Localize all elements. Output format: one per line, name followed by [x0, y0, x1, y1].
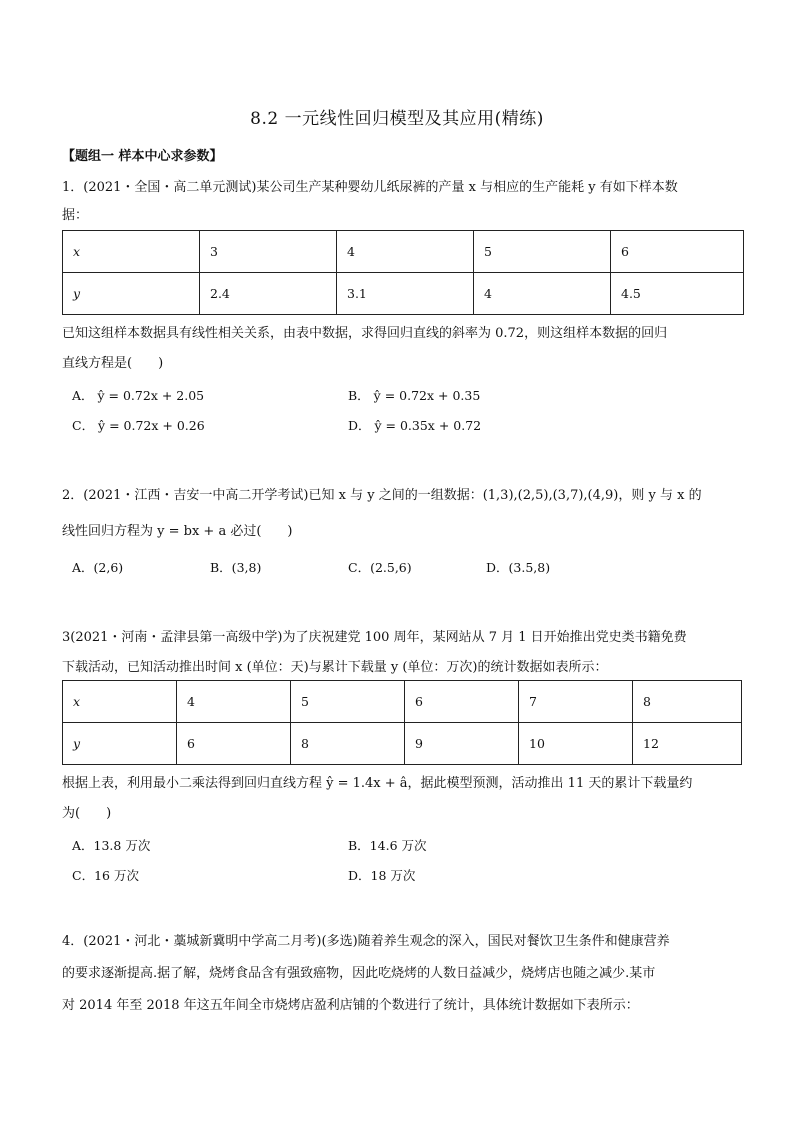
q4-stem-line-3: 对 2014 年至 2018 年这五年间全市烧烤店盈利店铺的个数进行了统计，具体统计数据如下表所示： [62, 998, 639, 1013]
q1-data-table [62, 230, 744, 315]
table-row [63, 681, 742, 723]
q4-stem-line-2: 的要求逐渐提高.据了解，烧烤食品含有强致癌物，因此吃烧烤的人数日益减少，烧烤店也随之减少.某市 [62, 966, 656, 981]
table-cell: 8 [633, 681, 742, 723]
table-cell: 2.4 [200, 273, 337, 315]
q1-stem-line-3: 已知这组样本数据具有线性相关关系，由表中数据，求得回归直线的斜率为 0.72，则这组样本数据的回归 [62, 326, 668, 341]
q1-option-b: B． ŷ = 0.72x + 0.35 [348, 388, 481, 403]
table-cell: x [63, 231, 200, 273]
page-title: 8.2 一元线性回归模型及其应用(精练) [250, 109, 544, 129]
q2-option-b: B．(3,8) [210, 560, 262, 575]
table-cell: y [63, 723, 177, 765]
table-cell: 12 [633, 723, 742, 765]
table-cell: 6 [177, 723, 291, 765]
table-cell: 10 [519, 723, 633, 765]
table-cell: 4 [337, 231, 474, 273]
q3-stem-line-1: 3(2021・河南・孟津县第一高级中学)为了庆祝建党 100 周年，某网站从 7 月 1 日开始推出党史类书籍免费 [62, 630, 687, 645]
q2-stem-line-1: 2．(2021・江西・吉安一中高二开学考试)已知 x 与 y 之间的一组数据：(1,3),(2,5),(3,7),(4,9)，则 y 与 x 的 [62, 488, 702, 503]
q3-option-a: A．13.8 万次 [72, 838, 151, 853]
q1-option-c: C． ŷ = 0.72x + 0.26 [72, 418, 205, 433]
q3-stem-line-3: 根据上表，利用最小二乘法得到回归直线方程 ŷ = 1.4x + â，据此模型预测，活动推出 11 天的累计下载量约 [62, 776, 693, 791]
table-cell: 6 [405, 681, 519, 723]
table-cell: 4 [474, 273, 611, 315]
q1-stem-line-2: 据： [62, 208, 89, 223]
table-cell: 7 [519, 681, 633, 723]
table-cell: 9 [405, 723, 519, 765]
q2-option-a: A．(2,6) [72, 560, 124, 575]
section-heading: 【题组一 样本中心求参数】 [62, 149, 223, 164]
q3-stem-line-2: 下载活动，已知活动推出时间 x (单位：天)与累计下载量 y (单位：万次)的统计数据如表所示： [62, 660, 608, 675]
q3-data-table [62, 680, 742, 765]
q1-stem-line-1: 1．(2021・全国・高二单元测试)某公司生产某种婴幼儿纸尿裤的产量 x 与相应的生产能耗 y 有如下样本数 [62, 180, 678, 195]
q3-option-b: B．14.6 万次 [348, 838, 427, 853]
table-row [63, 723, 742, 765]
table-cell: 4 [177, 681, 291, 723]
q3-option-c: C．16 万次 [72, 868, 139, 883]
table-cell: 6 [611, 231, 744, 273]
table-cell: 5 [291, 681, 405, 723]
table-row [63, 273, 744, 315]
table-cell: 8 [291, 723, 405, 765]
q1-stem-line-4: 直线方程是( ) [62, 356, 164, 371]
table-row [63, 231, 744, 273]
q4-stem-line-1: 4．(2021・河北・藁城新冀明中学高二月考)(多选)随着养生观念的深入，国民对餐饮卫生条件和健康营养 [62, 934, 670, 949]
table-cell: y [63, 273, 200, 315]
q2-option-c: C．(2.5,6) [348, 560, 412, 575]
table-cell: 3 [200, 231, 337, 273]
q2-option-d: D．(3.5,8) [486, 560, 551, 575]
q3-stem-line-4: 为( ) [62, 806, 112, 821]
table-cell: 4.5 [611, 273, 744, 315]
q2-stem-line-2: 线性回归方程为 y = bx + a 必过( ) [62, 524, 293, 539]
table-cell: 5 [474, 231, 611, 273]
table-cell: 3.1 [337, 273, 474, 315]
q1-option-a: A． ŷ = 0.72x + 2.05 [72, 388, 205, 403]
q3-option-d: D．18 万次 [348, 868, 416, 883]
q1-option-d: D． ŷ = 0.35x + 0.72 [348, 418, 482, 433]
table-cell: x [63, 681, 177, 723]
